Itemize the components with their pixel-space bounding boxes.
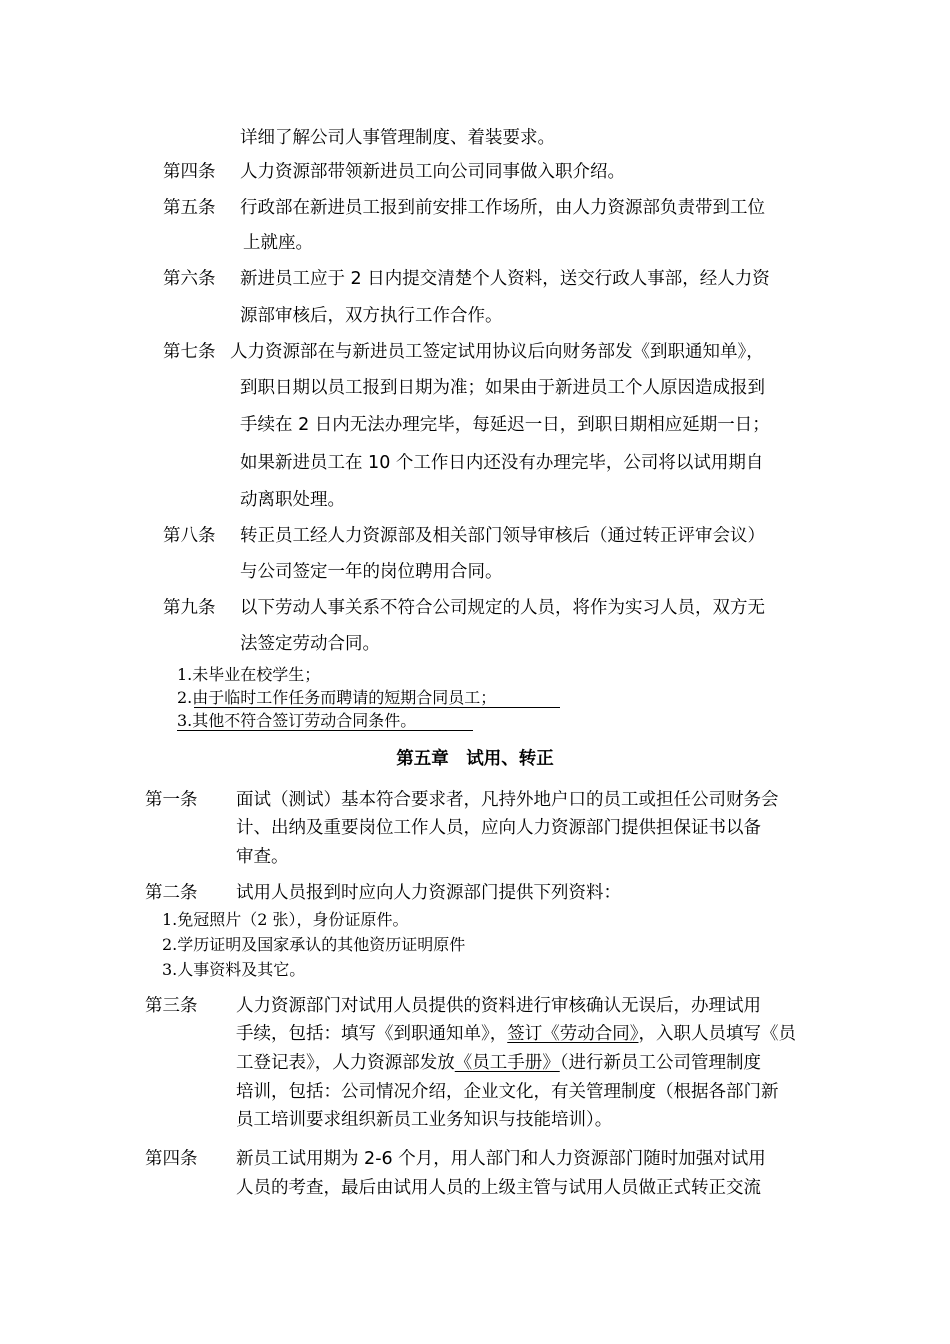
paragraph-line: 转正员工经人力资源部及相关部门领导审核后（通过转正评审会议）: [240, 526, 765, 546]
paragraph-line: 人力资源部在与新进员工签定试用协议后向财务部发《到职通知单》，: [230, 342, 764, 362]
article-label: 第五条: [163, 198, 216, 218]
list-item: 2.由于临时工作任务而聘请的短期合同员工；: [177, 688, 497, 707]
article-label: 第二条: [145, 883, 198, 903]
underlined-text: 签订《劳动合同》: [507, 1024, 639, 1044]
paragraph-line: 以下劳动人事关系不符合公司规定的人员，将作为实习人员，双方无: [240, 598, 765, 618]
paragraph-line: 人力资源部带领新进员工向公司同事做入职介绍。: [240, 162, 625, 182]
article-label: 第六条: [163, 269, 216, 289]
paragraph-line: [236, 1051, 761, 1075]
text-run: （进行新员工公司管理制度: [559, 1053, 761, 1073]
paragraph-line: 计、出纳及重要岗位工作人员，应向人力资源部门提供担保证书以备: [236, 818, 761, 838]
text-run: 工登记表》，人力资源部发放: [236, 1053, 455, 1073]
article-label: 第一条: [145, 790, 198, 810]
paragraph-line: 如果新进员工在 10 个工作日内还没有办理完毕，公司将以试用期自: [240, 453, 764, 473]
article-label: 第八条: [163, 526, 216, 546]
article-label: 第七条: [163, 342, 216, 362]
paragraph-line: 培训，包括：公司情况介绍，企业文化，有关管理制度（根据各部门新: [236, 1082, 779, 1102]
paragraph-line: 详细了解公司人事管理制度、着装要求。: [240, 128, 555, 148]
paragraph-line: 动离职处理。: [240, 490, 345, 510]
article-label: 第三条: [145, 996, 198, 1016]
list-item: 3.其他不符合签订劳动合同条件。: [177, 711, 417, 730]
list-item: 3.人事资料及其它。: [162, 960, 306, 979]
paragraph-line: 员工培训要求组织新员工业务知识与技能培训）。: [236, 1110, 613, 1130]
paragraph-line: 审查。: [236, 847, 289, 867]
underlined-text: 《员工手册》: [454, 1053, 560, 1073]
paragraph-line: 新进员工应于 2 日内提交清楚个人资料，送交行政人事部，经人力资: [240, 269, 770, 289]
paragraph-line: 源部审核后，双方执行工作合作。: [240, 306, 503, 326]
paragraph-line: 面试（测试）基本符合要求者，凡持外地户口的员工或担任公司财务会: [236, 790, 779, 810]
text-run: ，入职人员填写《员: [638, 1024, 796, 1044]
paragraph-line: 试用人员报到时应向人力资源部门提供下列资料：: [236, 883, 621, 903]
paragraph-line: 新员工试用期为 2-6 个月，用人部门和人力资源部门随时加强对试用: [236, 1149, 766, 1169]
article-label: 第九条: [163, 598, 216, 618]
underline-rule: [177, 730, 473, 731]
paragraph-line: 人力资源部门对试用人员提供的资料进行审核确认无误后，办理试用: [236, 996, 761, 1016]
list-item: 2.学历证明及国家承认的其他资历证明原件: [162, 935, 466, 954]
underline-rule: [194, 707, 560, 708]
paragraph-line: 人员的考查，最后由试用人员的上级主管与试用人员做正式转正交流: [236, 1178, 761, 1198]
text-run: 手续，包括：填写《到职通知单》，: [236, 1024, 508, 1044]
paragraph-line: 与公司签定一年的岗位聘用合同。: [240, 562, 503, 582]
paragraph-line: [236, 1022, 796, 1046]
article-label: 第四条: [145, 1149, 198, 1169]
paragraph-line: 到职日期以员工报到日期为准；如果由于新进员工个人原因造成报到: [240, 378, 765, 398]
paragraph-line: 上就座。: [243, 233, 313, 253]
paragraph-line: 行政部在新进员工报到前安排工作场所，由人力资源部负责带到工位: [240, 198, 765, 218]
list-item: 1.未毕业在校学生；: [177, 665, 321, 684]
chapter-title: 第五章 试用、转正: [396, 749, 554, 769]
paragraph-line: 手续在 2 日内无法办理完毕，每延迟一日，到职日期相应延期一日；: [240, 415, 770, 435]
list-item: 1.免冠照片（2 张），身份证原件。: [162, 910, 409, 929]
paragraph-line: 法签定劳动合同。: [240, 634, 380, 654]
article-label: 第四条: [163, 162, 216, 182]
